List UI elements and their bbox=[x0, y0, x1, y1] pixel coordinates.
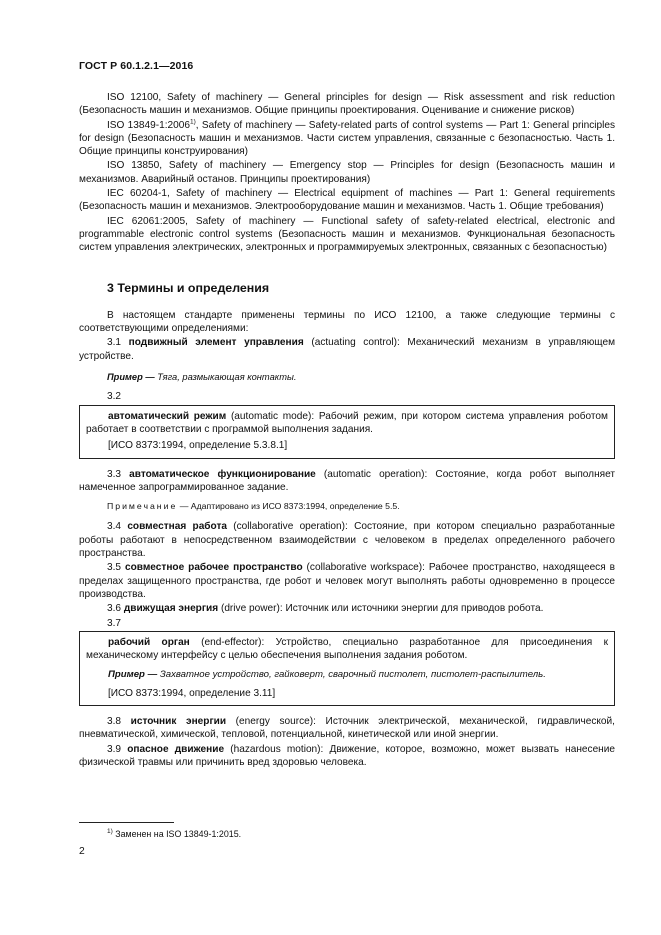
term-3-3 bbox=[79, 468, 615, 495]
term-name: автоматический режим bbox=[108, 410, 227, 422]
term-3-7 bbox=[86, 636, 608, 663]
term-number: 3.4 bbox=[107, 521, 122, 533]
term-3-2-number: 3.2 bbox=[107, 391, 122, 403]
term-name: совместная работа bbox=[127, 521, 228, 533]
footnote-text: Заменен на ISO 13849-1:2015. bbox=[115, 829, 242, 839]
example-text: Тяга, размыкающая контакты. bbox=[154, 372, 297, 383]
term-definition: (collaborative workspace): Рабочее пространство, находящееся в пределах защищенного пространства, где робот и человек могут выполнять работы одновременно в процессе производства. bbox=[79, 562, 615, 600]
term-3-7-box bbox=[79, 631, 615, 706]
term-3-7-source: [ИСО 8373:1994, определение 3.11] bbox=[108, 687, 276, 699]
term-number: 3.9 bbox=[107, 743, 122, 755]
term-3-4 bbox=[79, 520, 615, 560]
reference-iec-62061: IEC 62061:2005, Safety of machinery — Functional safety of safety-related electrical, electronic and programmable electronic control systems (Безопасность машин и механизмов. Функциональная безопасность систем управления электрических, электронных и программируемых электронных, связанных с безопасностью) bbox=[79, 215, 615, 254]
term-name: рабочий орган bbox=[108, 636, 190, 648]
term-definition: (drive power): Источник или источники энергии для приводов робота. bbox=[218, 603, 544, 615]
term-3-2-box bbox=[79, 405, 615, 459]
footnote-mark: 1) bbox=[107, 828, 113, 836]
term-name: автоматическое функционирование bbox=[129, 468, 316, 480]
term-number: 3.3 bbox=[107, 468, 122, 480]
term-number: 3.6 bbox=[107, 603, 122, 615]
term-3-6 bbox=[79, 602, 615, 615]
term-name: источник энергии bbox=[130, 715, 227, 727]
note-label: Примечание bbox=[107, 501, 178, 512]
term-3-3-note bbox=[79, 500, 615, 513]
term-definition: (automatic mode): Рабочий режим, при котором система управления роботом работает в соответствии с программой выполнения задания. bbox=[86, 410, 608, 435]
term-number: 3.1 bbox=[107, 337, 122, 349]
term-definition: (end-effector): Устройство, специально разработанное для присоединения к механическому интерфейсу с целью обеспечения выполнения задания роботом. bbox=[86, 636, 608, 662]
term-name: опасное движение bbox=[127, 743, 225, 755]
section-title: 3 Термины и определения bbox=[107, 280, 270, 295]
footnote-marker[interactable]: 1) bbox=[190, 118, 196, 126]
section-intro: В настоящем стандарте применены термины по ИСО 12100, а также следующие термины с соответствующими определениями: bbox=[79, 309, 615, 335]
reference-iec-60204: IEC 60204-1, Safety of machinery — Electrical equipment of machines — Part 1: General requirements (Безопасность машин и механизмов. Электрооборудование машин и механизмов. Часть 1. Общие требования) bbox=[79, 188, 615, 213]
reference-iso-13849-code: ISO 13849-1:2006 bbox=[107, 119, 190, 131]
page-number: 2 bbox=[79, 846, 85, 857]
term-number: 3.5 bbox=[107, 562, 122, 574]
reference-iso-13849 bbox=[79, 119, 615, 159]
reference-iso-13849-title: , Safety of machinery — Safety-related parts of control systems — Part 1: General principles for design (Безопасность машин и механизмов. Части систем управления, связанные с безопасностью. Часть 1. Общие принципы конструирования) bbox=[79, 119, 615, 158]
term-number: 3.8 bbox=[107, 715, 122, 727]
term-name: совместное рабочее пространство bbox=[124, 562, 303, 574]
page-content bbox=[79, 91, 615, 769]
term-definition: (hazardous motion): Движение, которое, возможно, может вызвать нанесение физической травмы или причинить вред здоровью человека. bbox=[79, 743, 616, 768]
term-name: подвижный элемент управления bbox=[128, 337, 304, 349]
term-3-7-example bbox=[86, 668, 608, 681]
term-3-2 bbox=[86, 410, 608, 437]
reference-iso-13850: ISO 13850, Safety of machinery — Emergency stop — Principles for design (Безопасность машин и механизмов. Аварийный останов. Принципы проектирования) bbox=[79, 160, 615, 185]
term-definition: (automatic operation): Состояние, когда робот выполняет намеченное запрограммированное задание. bbox=[79, 468, 616, 493]
term-3-7-number: 3.7 bbox=[107, 617, 122, 629]
footnote bbox=[107, 829, 241, 839]
term-definition: (energy source): Источник электрической, механической, гидравлической, пневматической, химической, тепловой, потенциальной, кинетической или иной энергии. bbox=[79, 715, 615, 741]
document-header: ГОСТ Р 60.1.2.1—2016 bbox=[79, 60, 194, 72]
example-text: Захватное устройство, гайковерт, сварочный пистолет, пистолет-распылитель. bbox=[157, 669, 546, 681]
term-name: движущая энергия bbox=[123, 603, 219, 615]
term-3-1-example bbox=[79, 371, 615, 384]
footnote-divider bbox=[79, 822, 174, 823]
term-3-5 bbox=[79, 561, 615, 601]
example-label: Пример — bbox=[108, 669, 158, 681]
reference-iso-12100: ISO 12100, Safety of machinery — General principles for design — Risk assessment and risk reduction (Безопасность машин и механизмов. Общие принципы проектирования. Оценивание и снижение рисков) bbox=[79, 92, 615, 117]
term-3-1 bbox=[79, 336, 615, 363]
example-label: Пример — bbox=[107, 372, 155, 383]
term-definition: (actuating control): Механический механизм в управляющем устройстве. bbox=[79, 337, 616, 362]
note-text: — Адаптировано из ИСО 8373:1994, определение 5.5. bbox=[177, 501, 400, 512]
term-3-2-source: [ИСО 8373:1994, определение 5.3.8.1] bbox=[108, 440, 288, 452]
term-definition: (collaborative operation): Состояние, при котором специально разработанные роботы работают в непосредственном взаимодействии с человеком в пределах определенного рабочего пространства. bbox=[79, 521, 615, 560]
term-3-9 bbox=[79, 743, 615, 770]
term-3-8 bbox=[79, 715, 615, 742]
